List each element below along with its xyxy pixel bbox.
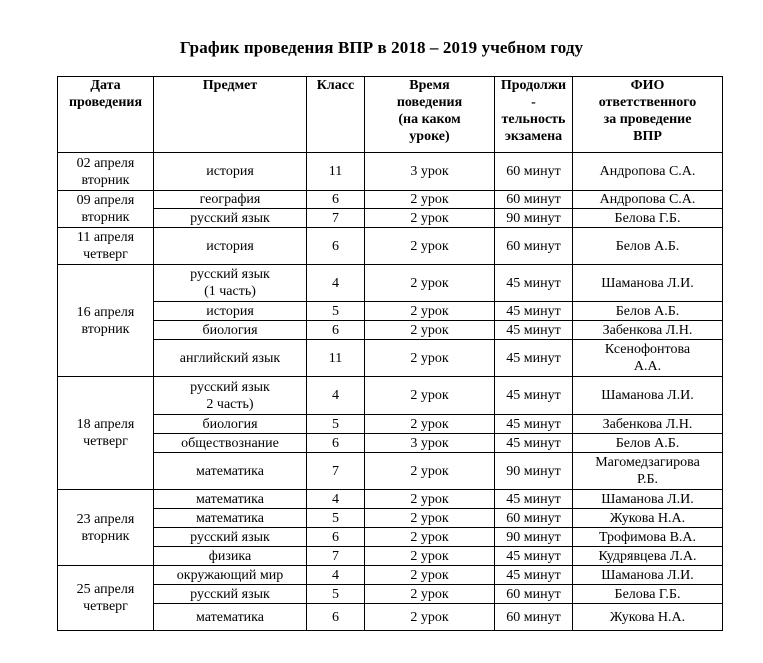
header-subject: Предмет <box>154 77 307 153</box>
subject-cell: русский язык 2 часть) <box>154 377 307 415</box>
class-cell: 5 <box>307 585 365 604</box>
time-cell: 2 урок <box>365 547 495 566</box>
subject-cell: русский язык <box>154 528 307 547</box>
fio-cell: Забенкова Л.Н. <box>573 321 723 340</box>
duration-cell: 60 минут <box>495 509 573 528</box>
subject-cell: английский язык <box>154 340 307 377</box>
class-cell: 6 <box>307 191 365 209</box>
fio-cell: Андропова С.А. <box>573 191 723 209</box>
duration-cell: 45 минут <box>495 340 573 377</box>
duration-cell: 60 минут <box>495 585 573 604</box>
class-cell: 6 <box>307 434 365 453</box>
header-class: Класс <box>307 77 365 153</box>
time-cell: 2 урок <box>365 490 495 509</box>
time-cell: 2 урок <box>365 566 495 585</box>
page-title: График проведения ВПР в 2018 – 2019 учебном году <box>179 38 584 57</box>
fio-cell: Белов А.Б. <box>573 228 723 265</box>
table-row <box>58 509 723 528</box>
subject-cell: математика <box>154 490 307 509</box>
time-cell: 2 урок <box>365 528 495 547</box>
duration-cell: 45 минут <box>495 434 573 453</box>
time-cell: 2 урок <box>365 209 495 228</box>
class-cell: 6 <box>307 321 365 340</box>
fio-cell: Магомедзагирова Р.Б. <box>573 453 723 490</box>
table-row <box>58 585 723 604</box>
table-row <box>58 490 723 509</box>
schedule-body <box>58 153 723 631</box>
class-cell: 6 <box>307 528 365 547</box>
duration-cell: 90 минут <box>495 209 573 228</box>
class-cell: 5 <box>307 302 365 321</box>
duration-cell: 45 минут <box>495 321 573 340</box>
time-cell: 2 урок <box>365 265 495 302</box>
duration-cell: 45 минут <box>495 490 573 509</box>
fio-cell: Белов А.Б. <box>573 302 723 321</box>
fio-cell: Белов А.Б. <box>573 434 723 453</box>
duration-cell: 45 минут <box>495 547 573 566</box>
subject-cell: история <box>154 228 307 265</box>
table-row <box>58 302 723 321</box>
table-row <box>58 604 723 631</box>
class-cell: 4 <box>307 566 365 585</box>
duration-cell: 60 минут <box>495 153 573 191</box>
subject-cell: математика <box>154 453 307 490</box>
time-cell: 2 урок <box>365 585 495 604</box>
date-cell: 16 апреля вторник <box>58 265 154 377</box>
duration-cell: 90 минут <box>495 528 573 547</box>
duration-cell: 45 минут <box>495 302 573 321</box>
class-cell: 5 <box>307 415 365 434</box>
header-row <box>58 77 723 153</box>
fio-cell: Шаманова Л.И. <box>573 490 723 509</box>
class-cell: 7 <box>307 547 365 566</box>
header-time: Время поведения (на каком уроке) <box>365 77 495 153</box>
table-row <box>58 377 723 415</box>
time-cell: 2 урок <box>365 302 495 321</box>
duration-cell: 45 минут <box>495 415 573 434</box>
class-cell: 7 <box>307 453 365 490</box>
fio-cell: Шаманова Л.И. <box>573 566 723 585</box>
time-cell: 2 урок <box>365 509 495 528</box>
subject-cell: история <box>154 302 307 321</box>
duration-cell: 60 минут <box>495 191 573 209</box>
fio-cell: Шаманова Л.И. <box>573 377 723 415</box>
subject-cell: русский язык <box>154 585 307 604</box>
table-row <box>58 209 723 228</box>
fio-cell: Кудрявцева Л.А. <box>573 547 723 566</box>
time-cell: 2 урок <box>365 340 495 377</box>
date-cell: 11 апреля четверг <box>58 228 154 265</box>
subject-cell: биология <box>154 415 307 434</box>
header-fio: ФИО ответственного за проведение ВПР <box>573 77 723 153</box>
time-cell: 2 урок <box>365 191 495 209</box>
fio-cell: Белова Г.Б. <box>573 585 723 604</box>
header-duration: Продолжи - тельность экзамена <box>495 77 573 153</box>
time-cell: 2 урок <box>365 604 495 631</box>
fio-cell: Трофимова В.А. <box>573 528 723 547</box>
duration-cell: 90 минут <box>495 453 573 490</box>
subject-cell: русский язык <box>154 209 307 228</box>
subject-cell: математика <box>154 604 307 631</box>
subject-cell: физика <box>154 547 307 566</box>
time-cell: 2 урок <box>365 228 495 265</box>
fio-cell: Забенкова Л.Н. <box>573 415 723 434</box>
fio-cell: Жукова Н.А. <box>573 604 723 631</box>
fio-cell: Андропова С.А. <box>573 153 723 191</box>
date-cell: 09 апреля вторник <box>58 191 154 228</box>
class-cell: 4 <box>307 377 365 415</box>
table-row <box>58 547 723 566</box>
date-cell: 18 апреля четверг <box>58 377 154 490</box>
time-cell: 3 урок <box>365 434 495 453</box>
schedule-table <box>57 76 723 631</box>
table-row <box>58 415 723 434</box>
table-row <box>58 434 723 453</box>
class-cell: 11 <box>307 153 365 191</box>
subject-cell: окружающий мир <box>154 566 307 585</box>
fio-cell: Белова Г.Б. <box>573 209 723 228</box>
time-cell: 2 урок <box>365 321 495 340</box>
fio-cell: Шаманова Л.И. <box>573 265 723 302</box>
time-cell: 2 урок <box>365 453 495 490</box>
time-cell: 2 урок <box>365 377 495 415</box>
class-cell: 5 <box>307 509 365 528</box>
time-cell: 2 урок <box>365 415 495 434</box>
duration-cell: 45 минут <box>495 265 573 302</box>
table-row <box>58 453 723 490</box>
date-cell: 02 апреля вторник <box>58 153 154 191</box>
subject-cell: география <box>154 191 307 209</box>
table-row <box>58 265 723 302</box>
subject-cell: биология <box>154 321 307 340</box>
fio-cell: Ксенофонтова А.А. <box>573 340 723 377</box>
table-row <box>58 566 723 585</box>
table-row <box>58 191 723 209</box>
class-cell: 4 <box>307 490 365 509</box>
class-cell: 7 <box>307 209 365 228</box>
duration-cell: 45 минут <box>495 377 573 415</box>
subject-cell: русский язык (1 часть) <box>154 265 307 302</box>
table-row <box>58 528 723 547</box>
fio-cell: Жукова Н.А. <box>573 509 723 528</box>
header-date: Дата проведения <box>58 77 154 153</box>
subject-cell: математика <box>154 509 307 528</box>
table-row <box>58 340 723 377</box>
class-cell: 6 <box>307 228 365 265</box>
table-row <box>58 153 723 191</box>
class-cell: 11 <box>307 340 365 377</box>
duration-cell: 60 минут <box>495 604 573 631</box>
date-cell: 23 апреля вторник <box>58 490 154 566</box>
class-cell: 4 <box>307 265 365 302</box>
duration-cell: 45 минут <box>495 566 573 585</box>
time-cell: 3 урок <box>365 153 495 191</box>
duration-cell: 60 минут <box>495 228 573 265</box>
table-row <box>58 321 723 340</box>
date-cell: 25 апреля четверг <box>58 566 154 631</box>
subject-cell: история <box>154 153 307 191</box>
subject-cell: обществознание <box>154 434 307 453</box>
table-row <box>58 228 723 265</box>
class-cell: 6 <box>307 604 365 631</box>
